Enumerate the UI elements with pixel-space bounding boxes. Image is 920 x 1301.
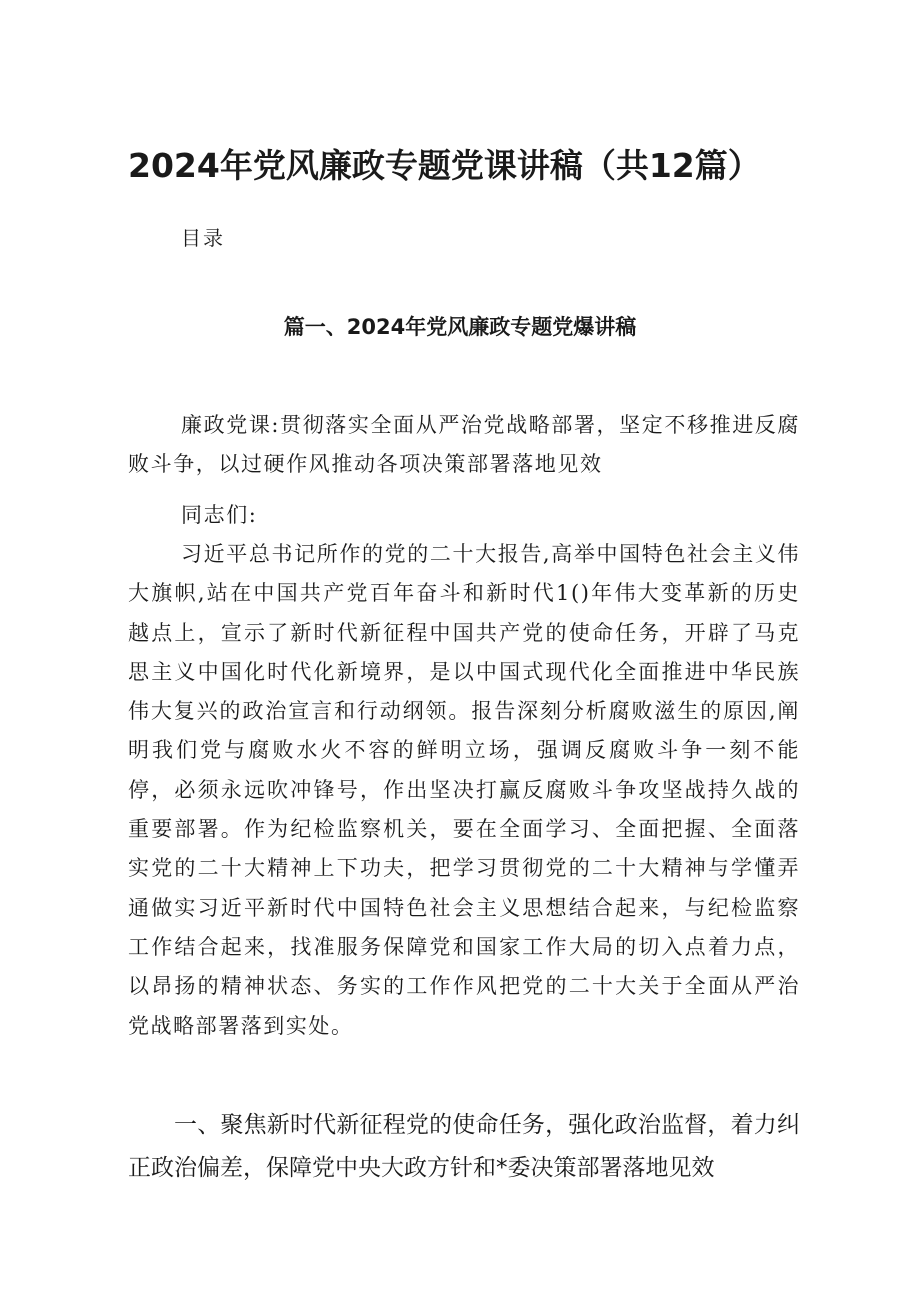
- table-of-contents-label: 目录: [181, 226, 225, 250]
- body-paragraph: 习近平总书记所作的党的二十大报告,高举中国特色社会主义伟大旗帜,站在中国共产党百年奋斗和新时代1()年伟大变革新的历史越点上，宣示了新时代新征程中国共产党的使命任务，开辟了马克思主义中国化时代化新境界，是以中国式现代化全面推进中华民族伟大复兴的政治宣言和行动纲领。报告深刻分析腐败滋生的原因,阐明我们党与腐败水火不容的鲜明立场，强调反腐败斗争一刻不能停，必须永远吹冲锋号，作出坚决打赢反腐败斗争攻坚战持久战的重要部署。作为纪检监察机关，要在全面学习、全面把握、全面落实党的二十大精神上下功夫，把学习贯彻党的二十大精神与学懂弄通做实习近平新时代中国特色社会主义思想结合起来，与纪检监察工作结合起来，找准服务保障党和国家工作大局的切入点着力点，以昂扬的精神状态、务实的工作作风把党的二十大关于全面从严治党战略部署落到实处。: [128, 542, 800, 1038]
- section-heading-one: 一、聚焦新时代新征程党的使命任务，强化政治监督，着力纠正政治偏差，保障党中央大政方针和*委决策部署落地见效: [128, 1112, 800, 1181]
- document-title: 2024年党风廉政专题党课讲稿（共12篇）: [128, 146, 761, 185]
- section-title: 篇一、2024年党风廉政专题党爆讲稿: [283, 315, 637, 339]
- greeting: 同志们:: [181, 503, 258, 527]
- lecture-subtitle: 廉政党课:贯彻落实全面从严治党战略部署，坚定不移推进反腐败斗争，以过硬作风推动各项决策部署落地见效: [128, 413, 800, 477]
